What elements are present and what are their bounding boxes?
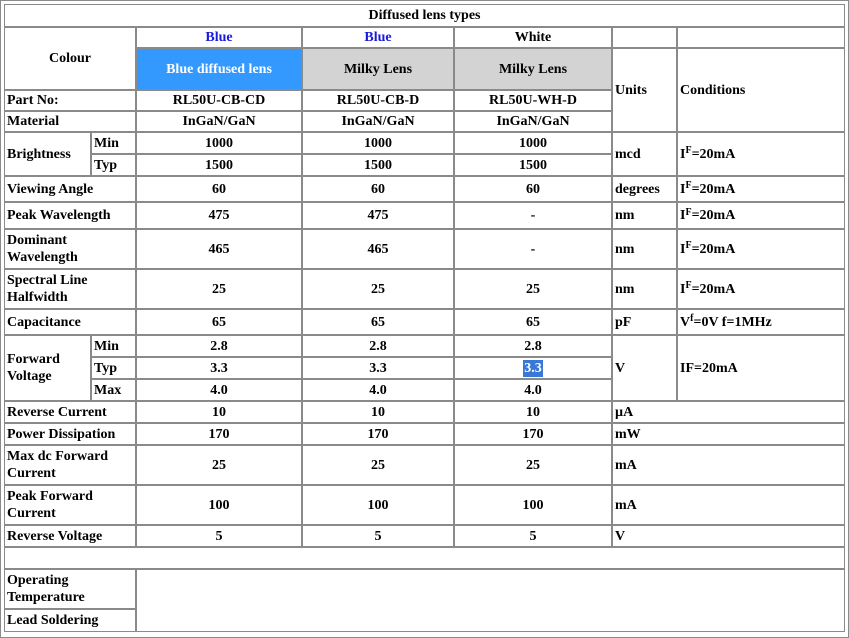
spectral-unit: nm	[612, 269, 677, 309]
spectral-3: 25	[454, 269, 612, 309]
viewing-label: Viewing Angle	[4, 176, 136, 202]
peakfwd-1: 100	[136, 485, 302, 525]
revvolt-1: 5	[136, 525, 302, 547]
dominant-1: 465	[136, 229, 302, 269]
peakfwd-unit: mA	[612, 485, 845, 525]
peak-3: -	[454, 202, 612, 229]
forward-max-3: 4.0	[454, 379, 612, 401]
brightness-min-2: 1000	[302, 132, 454, 154]
conditions-blank-top	[677, 27, 845, 48]
colour-col-2: Blue	[302, 27, 454, 48]
viewing-2: 60	[302, 176, 454, 202]
dominant-unit: nm	[612, 229, 677, 269]
maxdc-unit: mA	[612, 445, 845, 485]
viewing-condition: I $^F$ =20mA	[677, 176, 845, 202]
power-1: 170	[136, 423, 302, 445]
forward-max-label: Max	[91, 379, 136, 401]
part-col-3: RL50U-WH-D	[454, 90, 612, 111]
reverse-current-unit: µA	[612, 401, 845, 423]
forward-min-1: 2.8	[136, 335, 302, 357]
dominant-label: Dominant Wavelength	[4, 229, 136, 269]
dominant-condition: I $^F$ =20mA	[677, 229, 845, 269]
forward-min-label: Min	[91, 335, 136, 357]
viewing-unit: degrees	[612, 176, 677, 202]
viewing-3: 60	[454, 176, 612, 202]
peak-1: 475	[136, 202, 302, 229]
brightness-min-1: 1000	[136, 132, 302, 154]
forward-max-2: 4.0	[302, 379, 454, 401]
part-col-1: RL50U-CB-CD	[136, 90, 302, 111]
peak-label: Peak Wavelength	[4, 202, 136, 229]
reverse-current-2: 10	[302, 401, 454, 423]
capacitance-1: 65	[136, 309, 302, 335]
forward-max-1: 4.0	[136, 379, 302, 401]
power-2: 170	[302, 423, 454, 445]
forward-typ-3[interactable]	[454, 357, 612, 379]
capacitance-3: 65	[454, 309, 612, 335]
lens-col-2: Milky Lens	[302, 48, 454, 90]
colour-header: Colour	[4, 27, 136, 90]
lead-label: Lead Soldering	[4, 609, 136, 632]
dominant-2: 465	[302, 229, 454, 269]
reverse-current-3: 10	[454, 401, 612, 423]
maxdc-2: 25	[302, 445, 454, 485]
peakfwd-3: 100	[454, 485, 612, 525]
spectral-1: 25	[136, 269, 302, 309]
brightness-typ-3: 1500	[454, 154, 612, 176]
material-col-1: InGaN/GaN	[136, 111, 302, 132]
reverse-current-1: 10	[136, 401, 302, 423]
spectral-label: Spectral Line Halfwidth	[4, 269, 136, 309]
brightness-label: Brightness	[4, 132, 91, 176]
forward-unit: V	[612, 335, 677, 401]
brightness-typ-label: Typ	[91, 154, 136, 176]
material-label: Material	[4, 111, 136, 132]
forward-condition: IF=20mA	[677, 335, 845, 401]
brightness-unit: mcd	[612, 132, 677, 176]
units-blank-top	[612, 27, 677, 48]
revvolt-label: Reverse Voltage	[4, 525, 136, 547]
peak-condition: I $^F$ =20mA	[677, 202, 845, 229]
peakfwd-2: 100	[302, 485, 454, 525]
empty-row	[4, 547, 845, 569]
maxdc-label: Max dc Forward Current	[4, 445, 136, 485]
peakfwd-label: Peak Forward Current	[4, 485, 136, 525]
colour-col-3: White	[454, 27, 612, 48]
forward-min-3: 2.8	[454, 335, 612, 357]
capacitance-condition: V $^f$ =0V f=1MHz	[677, 309, 845, 335]
dominant-3: -	[454, 229, 612, 269]
selected-text[interactable]: 3.3	[524, 360, 542, 376]
lens-col-3: Milky Lens	[454, 48, 612, 90]
reverse-current-label: Reverse Current	[4, 401, 136, 423]
brightness-typ-2: 1500	[302, 154, 454, 176]
brightness-condition: I $^F$ =20mA	[677, 132, 845, 176]
forward-typ-1: 3.3	[136, 357, 302, 379]
revvolt-2: 5	[302, 525, 454, 547]
capacitance-2: 65	[302, 309, 454, 335]
power-unit: mW	[612, 423, 845, 445]
operating-label: Operating Temperature	[4, 569, 136, 609]
peak-2: 475	[302, 202, 454, 229]
capacitance-label: Capacitance	[4, 309, 136, 335]
revvolt-unit: V	[612, 525, 845, 547]
brightness-min-3: 1000	[454, 132, 612, 154]
forward-label: Forward Voltage	[4, 335, 91, 401]
material-col-2: InGaN/GaN	[302, 111, 454, 132]
power-3: 170	[454, 423, 612, 445]
units-header: Units	[612, 48, 677, 132]
lens-col-1: Blue diffused lens	[136, 48, 302, 90]
power-label: Power Dissipation	[4, 423, 136, 445]
part-col-2: RL50U-CB-D	[302, 90, 454, 111]
part-label: Part No:	[4, 90, 136, 111]
capacitance-unit: pF	[612, 309, 677, 335]
maxdc-1: 25	[136, 445, 302, 485]
table-title: Diffused lens types	[4, 4, 845, 27]
material-col-3: InGaN/GaN	[454, 111, 612, 132]
revvolt-3: 5	[454, 525, 612, 547]
forward-typ-label: Typ	[91, 357, 136, 379]
brightness-min-label: Min	[91, 132, 136, 154]
spectral-2: 25	[302, 269, 454, 309]
brightness-typ-1: 1500	[136, 154, 302, 176]
empty-value-area	[136, 569, 845, 632]
forward-min-2: 2.8	[302, 335, 454, 357]
maxdc-3: 25	[454, 445, 612, 485]
peak-unit: nm	[612, 202, 677, 229]
viewing-1: 60	[136, 176, 302, 202]
forward-typ-2: 3.3	[302, 357, 454, 379]
colour-col-1: Blue	[136, 27, 302, 48]
conditions-header: Conditions	[677, 48, 845, 132]
spectral-condition: I $^F$ =20mA	[677, 269, 845, 309]
